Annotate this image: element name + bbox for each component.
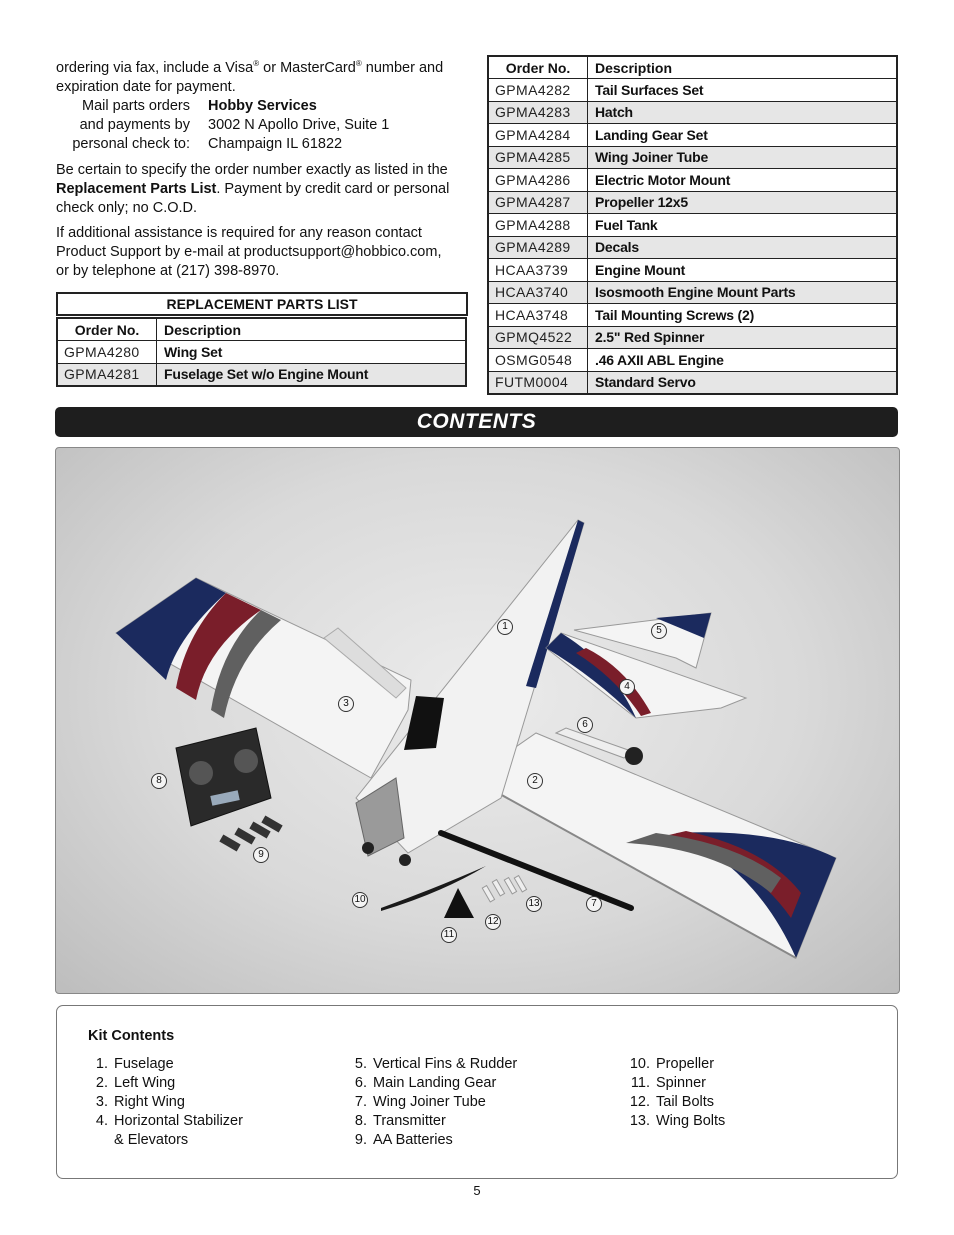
part-order-number: HCAA3739 — [488, 259, 588, 282]
callout-5: 5 — [651, 623, 667, 639]
part-description: Engine Mount — [588, 259, 898, 282]
kit-item-number: 3. — [95, 1094, 108, 1110]
kit-item-number: 8. — [354, 1113, 367, 1129]
intro-paragraph: ordering via fax, include a Visa® or MasterCard® number and expiration date for payment. — [56, 59, 444, 95]
street-address: 3002 N Apollo Drive, Suite 1 — [208, 117, 390, 133]
kit-item-label: Wing Bolts — [656, 1113, 726, 1129]
part-description: Tail Mounting Screws (2) — [588, 304, 898, 327]
part-description: Wing Set — [157, 341, 467, 364]
kit-list-item — [84, 1055, 243, 1074]
kit-list-item — [343, 1093, 517, 1112]
kit-list-item — [343, 1055, 517, 1074]
kit-list-item — [626, 1093, 725, 1112]
part-description: Wing Joiner Tube — [588, 146, 898, 169]
parts-row — [488, 169, 897, 192]
bolts-shape — [482, 876, 526, 902]
parts-row — [488, 214, 897, 237]
kit-item-label: Tail Bolts — [656, 1094, 715, 1110]
kit-item-number — [84, 1131, 114, 1150]
part-order-number: GPMA4284 — [488, 124, 588, 147]
kit-item-number: 10. — [629, 1056, 650, 1072]
callout-8: 8 — [151, 773, 167, 789]
callout-11: 11 — [441, 927, 457, 943]
part-order-number: GPMA4287 — [488, 191, 588, 214]
order-instructions: Be certain to specify the order number exactly as listed in the Replacement Parts List. Payment by credit card or personal check only; no C.O.D. — [56, 162, 450, 216]
contents-heading: CONTENTS — [55, 407, 898, 437]
kit-item-number: 9. — [354, 1132, 367, 1148]
kit-list-column-2 — [343, 1055, 517, 1150]
part-order-number: OSMG0548 — [488, 349, 588, 372]
kit-list-column-3 — [626, 1055, 725, 1131]
kit-item-number: 7. — [354, 1094, 367, 1110]
part-order-number: GPMA4286 — [488, 169, 588, 192]
callout-9: 9 — [253, 847, 269, 863]
part-description: Decals — [588, 236, 898, 259]
kit-item-label: Right Wing — [114, 1094, 185, 1110]
parts-row — [488, 236, 897, 259]
mail-label: and payments by — [79, 117, 190, 133]
part-order-number: GPMA4283 — [488, 101, 588, 124]
kit-item-label: Propeller — [656, 1056, 715, 1072]
parts-row — [488, 146, 897, 169]
callout-2: 2 — [527, 773, 543, 789]
kit-list-item — [626, 1055, 725, 1074]
part-order-number: GPMA4288 — [488, 214, 588, 237]
part-description: Propeller 12x5 — [588, 191, 898, 214]
parts-row — [488, 79, 897, 102]
propeller-shape — [381, 866, 486, 911]
kit-item-label: Vertical Fins & Rudder — [373, 1056, 518, 1072]
kit-list-item — [343, 1074, 517, 1093]
callout-3: 3 — [338, 696, 354, 712]
kit-list-item — [343, 1131, 517, 1150]
col-order-no: Order No. — [57, 318, 157, 341]
callout-6: 6 — [577, 717, 593, 733]
kit-item-label: Spinner — [656, 1075, 706, 1091]
mail-label: Mail parts orders — [82, 98, 190, 114]
mail-label: personal check to: — [72, 136, 190, 152]
kit-item-label: Fuselage — [114, 1056, 174, 1072]
col-order-no: Order No. — [488, 56, 588, 79]
support-instructions: If additional assistance is required for any reason contact Product Support by e-mail at productsupport@hobbico.com, or by telephone at (217) 398-8970. — [56, 225, 442, 279]
part-order-number: GPMA4281 — [57, 363, 157, 386]
parts-row — [488, 371, 897, 394]
kit-item-number: 5. — [354, 1056, 367, 1072]
kit-list-item — [84, 1112, 243, 1131]
company-name: Hobby Services — [208, 98, 317, 114]
part-description: Landing Gear Set — [588, 124, 898, 147]
spinner-shape — [444, 888, 474, 918]
part-order-number: GPMA4289 — [488, 236, 588, 259]
part-order-number: FUTM0004 — [488, 371, 588, 394]
parts-row — [488, 326, 897, 349]
kit-item-label: & Elevators — [114, 1132, 189, 1148]
part-description: .46 AXII ABL Engine — [588, 349, 898, 372]
col-description: Description — [588, 56, 898, 79]
kit-item-number: 4. — [95, 1113, 108, 1129]
parts-row — [488, 259, 897, 282]
part-description: Isosmooth Engine Mount Parts — [588, 281, 898, 304]
city-address: Champaign IL 61822 — [208, 136, 343, 152]
kit-item-number: 2. — [95, 1075, 108, 1091]
part-order-number: GPMA4282 — [488, 79, 588, 102]
parts-row — [488, 124, 897, 147]
parts-table-right — [487, 55, 898, 395]
left-wing-shape — [471, 733, 836, 958]
parts-row — [488, 304, 897, 327]
batteries-shape — [219, 816, 282, 852]
parts-row — [57, 363, 466, 386]
kit-contents-title: Kit Contents — [88, 1028, 175, 1044]
parts-row — [488, 281, 897, 304]
kit-item-label: Wing Joiner Tube — [373, 1094, 486, 1110]
part-order-number: GPMQ4522 — [488, 326, 588, 349]
part-description: Tail Surfaces Set — [588, 79, 898, 102]
kit-list-item — [626, 1112, 725, 1131]
kit-list-item — [84, 1074, 243, 1093]
part-description: Hatch — [588, 101, 898, 124]
kit-list-item — [84, 1093, 243, 1112]
kit-item-label: Main Landing Gear — [373, 1075, 497, 1091]
callout-12: 12 — [485, 914, 501, 930]
part-description: Fuel Tank — [588, 214, 898, 237]
callout-1: 1 — [497, 619, 513, 635]
kit-list-item — [343, 1112, 517, 1131]
kit-item-label: Transmitter — [373, 1113, 446, 1129]
parts-row — [57, 341, 466, 364]
part-order-number: GPMA4285 — [488, 146, 588, 169]
part-description: Fuselage Set w/o Engine Mount — [157, 363, 467, 386]
kit-item-number: 12. — [629, 1094, 650, 1110]
callout-10: 10 — [352, 892, 368, 908]
kit-list-column-1 — [84, 1055, 243, 1150]
part-order-number: HCAA3740 — [488, 281, 588, 304]
parts-row — [488, 101, 897, 124]
col-description: Description — [157, 318, 467, 341]
kit-item-number: 6. — [354, 1075, 367, 1091]
kit-photo — [55, 447, 900, 994]
part-order-number: GPMA4280 — [57, 341, 157, 364]
callout-4: 4 — [619, 679, 635, 695]
parts-row — [488, 349, 897, 372]
kit-item-number: 11. — [630, 1075, 650, 1091]
airplane-kit-illustration — [56, 448, 899, 993]
replacement-parts-title: REPLACEMENT PARTS LIST — [56, 292, 468, 316]
kit-item-number: 13. — [629, 1113, 650, 1129]
part-description: 2.5" Red Spinner — [588, 326, 898, 349]
mail-address-block — [56, 97, 468, 154]
parts-table-left — [56, 317, 467, 387]
right-wing-shape — [116, 578, 411, 778]
kit-list-item — [84, 1131, 243, 1150]
callout-13: 13 — [526, 896, 542, 912]
part-order-number: HCAA3748 — [488, 304, 588, 327]
kit-item-number: 1. — [95, 1056, 108, 1072]
kit-item-label: AA Batteries — [373, 1132, 453, 1148]
callout-7: 7 — [586, 896, 602, 912]
kit-item-label: Horizontal Stabilizer — [114, 1113, 243, 1129]
parts-row — [488, 191, 897, 214]
part-description: Electric Motor Mount — [588, 169, 898, 192]
transmitter-shape — [176, 728, 271, 826]
kit-item-label: Left Wing — [114, 1075, 176, 1091]
part-description: Standard Servo — [588, 371, 898, 394]
page-number: 5 — [473, 1183, 481, 1198]
kit-list-item — [626, 1074, 725, 1093]
